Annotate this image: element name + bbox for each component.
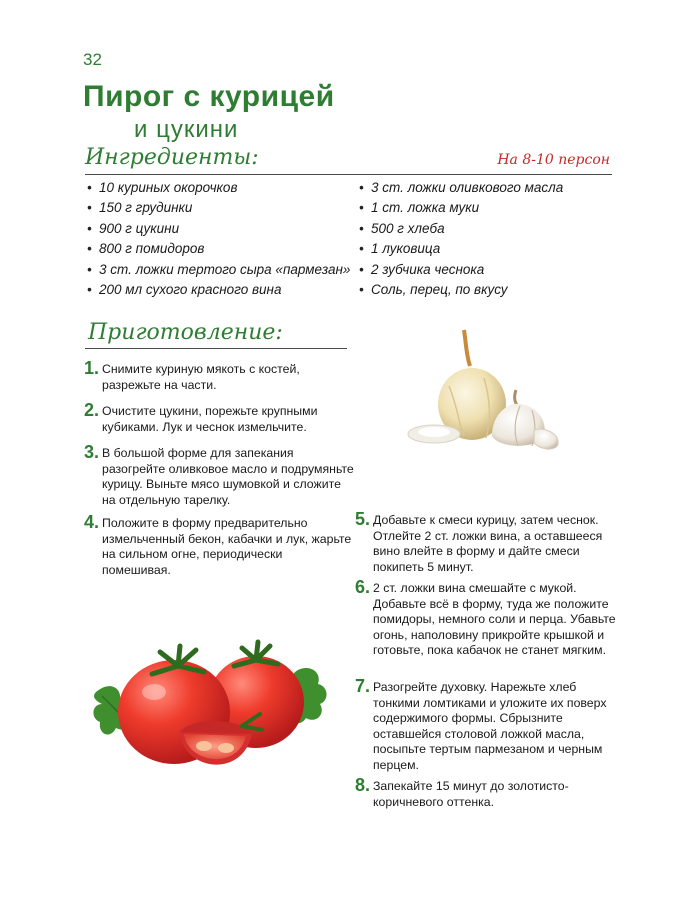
bullet-icon: • [359,282,364,298]
recipe-title: Пирог с курицей [83,80,335,113]
step-number: 4. [84,512,100,532]
step-text: Снимите куриную мякоть с костей, разрежьте на части. [102,362,300,392]
ingredient-item: • 1 луковица [359,239,563,259]
ingredients-divider [85,174,612,175]
step-6 [355,577,617,659]
servings-label: На 8-10 персон [497,152,610,168]
ingredient-item: • 500 г хлеба [359,219,563,239]
ingredient-item: • 3 ст. ложки оливкового масла [359,178,563,198]
bullet-icon: • [87,282,92,298]
step-3 [84,442,354,508]
step-2 [84,400,354,435]
preparation-divider [85,348,347,349]
ingredient-item: • 10 куриных окорочков [87,178,350,198]
step-1 [84,358,354,393]
ingredients-heading: Ингредиенты: [85,145,259,170]
step-text: Запекайте 15 минут до золотисто-коричневого оттенка. [373,779,569,809]
step-number: 2. [84,400,100,420]
bullet-icon: • [87,200,92,216]
bullet-icon: • [359,261,364,277]
ingredients-list-left [87,178,350,300]
ingredient-item: • 3 ст. ложки тертого сыра «пармезан» [87,260,350,280]
ingredient-item: • 1 ст. ложка муки [359,198,563,218]
ingredients-list-right [359,178,563,300]
step-7 [355,676,617,774]
onion-garlic-icon [404,326,568,456]
ingredient-item: • 800 г помидоров [87,239,350,259]
step-number: 8. [355,775,371,795]
step-8 [355,775,617,810]
tomatoes-icon [92,630,330,790]
preparation-heading: Приготовление: [88,320,283,345]
step-number: 5. [355,509,371,529]
step-text: Добавьте к смеси курицу, затем чеснок. Отлейте 2 ст. ложки вина, а оставшееся вино влейте в форму и дайте смеси покипеть 5 минут. [373,513,603,574]
bullet-icon: • [359,200,364,216]
bullet-icon: • [359,241,364,257]
step-text: 2 ст. ложки вина смешайте с мукой. Добавьте всё в форму, туда же положите помидоры, немного соли и перца. Убавьте огонь, наполовину прикройте крышкой и готовьте, пока кабачок не станет мягким. [373,581,616,658]
ingredient-item: • 900 г цукини [87,219,350,239]
bullet-icon: • [87,261,92,277]
bullet-icon: • [359,180,364,195]
step-number: 3. [84,442,100,462]
bullet-icon: • [87,180,92,195]
ingredient-item: • 200 мл сухого красного вина [87,280,350,300]
recipe-subtitle: и цукини [134,116,239,143]
ingredient-item: • 2 зубчика чеснока [359,260,563,280]
step-text: Положите в форму предварительно измельченный бекон, кабачки и лук, жарьте на сильном огне, периодически помешивая. [102,516,352,577]
step-text: Очистите цукини, порежьте крупными кубиками. Лук и чеснок измельчите. [102,404,318,434]
step-4 [84,512,354,578]
bullet-icon: • [87,241,92,257]
bullet-icon: • [87,220,92,236]
step-text: В большой форме для запекания разогрейте оливковое масло и подрумяньте курицу. Выньте мясо шумовкой и сложите на отдельную тарелку. [102,446,354,507]
step-number: 1. [84,358,100,378]
step-text: Разогрейте духовку. Нарежьте хлеб тонкими ломтиками и уложите их поверх содержимого формы. Сбрызните оставшейся столовой ложкой масла, посыпьте тертым пармезаном и черным перцем. [373,680,607,772]
bullet-icon: • [359,220,364,236]
ingredient-item: • 150 г грудинки [87,198,350,218]
step-number: 7. [355,676,371,696]
step-5 [355,509,617,575]
ingredient-item: • Соль, перец, по вкусу [359,280,563,300]
page-number: 32 [83,50,102,69]
step-number: 6. [355,577,371,597]
